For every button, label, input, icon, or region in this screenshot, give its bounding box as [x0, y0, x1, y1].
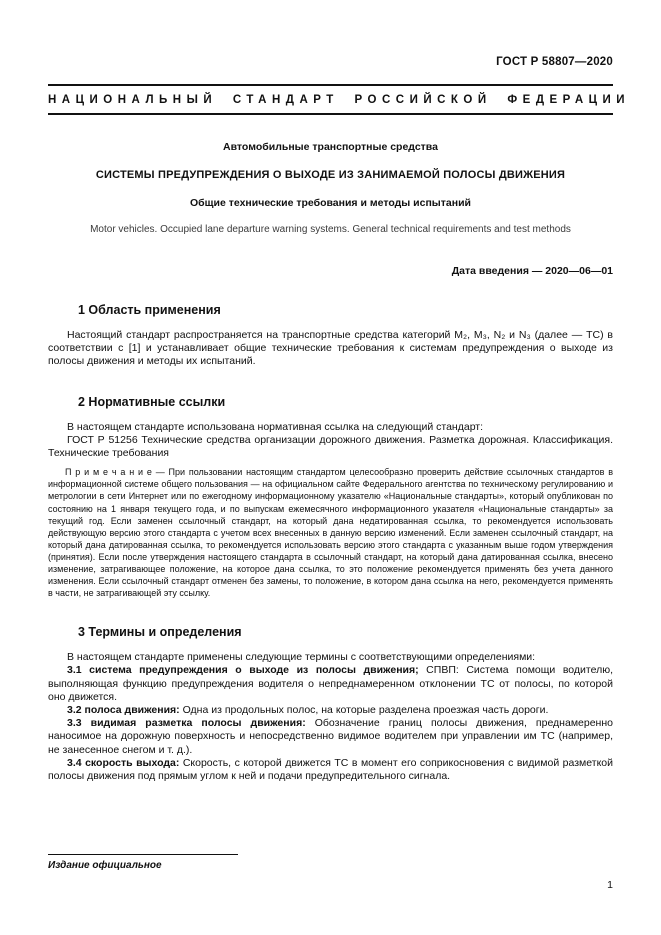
- footer-rule: [48, 854, 238, 855]
- title-block: [48, 141, 613, 235]
- term-3-2-name: 3.2 полоса движения:: [67, 704, 180, 717]
- term-3-3: [48, 717, 613, 757]
- document-subject: Автомобильные транспортные средства: [223, 141, 438, 153]
- term-3-1-definition: СПВП: Система помощи водителю, выполняющая функцию предупреждения водителя о непреднамеренном отклонении ТС от полосы, по которой оно движется.: [48, 664, 613, 703]
- term-3-4-name: 3.4 скорость выхода:: [67, 756, 180, 769]
- section-3-heading: 3 Термины и определения: [78, 625, 242, 640]
- section-2-heading: 2 Нормативные ссылки: [78, 394, 226, 409]
- effective-date: Дата введения — 2020—06—01: [451, 265, 613, 277]
- term-3-1-name: 3.1 система предупреждения о выходе из полосы движения;: [67, 664, 419, 677]
- section-2-paragraph-2: ГОСТ Р 51256 Технические средства организации дорожного движения. Разметка дорожная. Классификация. Технические требования: [48, 433, 613, 460]
- section-1-paragraph: Настоящий стандарт распространяется на транспортные средства категорий М₂, М₃, N₂ и N₃ (далее — ТС) в соответствии с [1] и устанавливает общие технические требования к системам предупреждения о выходе из полосы движения и методы их испытаний.: [48, 329, 613, 368]
- term-3-4: [48, 757, 613, 783]
- term-3-2-definition: Одна из продольных полос, на которые разделена проезжая часть дороги.: [179, 704, 549, 717]
- term-3-1: [48, 664, 613, 704]
- section-2-note: П р и м е ч а н и е — При пользовании настоящим стандартом целесообразно проверить действие ссылочных стандартов в информационной системе общего пользования — на официальном сайте Федерального агентства по техническому регулированию и метрологии в сети Интернет или по ежегодному информационному указателю «Национальные стандарты», который опубликован по состоянию на 1 января текущего года, и по выпускам ежемесячного информационного указателя «Национальные стандарты» за текущий год. Если заменен ссылочный стандарт, на который дана недатированная ссылка, то рекомендуется использовать действующую версию этого стандарта с учетом всех внесенных в данную версию изменений. Если заменен ссылочный стандарт, на который дана датированная ссылка, то рекомендуется использовать версию этого стандарта с указанным выше годом утверждения (принятия). Если после утверждения настоящего стандарта в ссылочный стандарт, на который дана датированная ссылка, внесено изменение, затрагивающее положение, на которое дана ссылка, то это положение рекомендуется применять без учета данного изменения. Если ссылочный стандарт отменен без замены, то положение, в котором дана ссылка на него, рекомендуется применять в части, не затрагивающей эту ссылку.: [48, 467, 613, 599]
- banner-bottom-rule: [48, 113, 613, 115]
- doc-number: ГОСТ Р 58807—2020: [496, 56, 613, 68]
- section-3-intro: В настоящем стандарте применены следующие термины с соответствующими определениями:: [67, 651, 536, 664]
- page-footer: [48, 854, 613, 891]
- national-standard-banner: НАЦИОНАЛЬНЫЙ СТАНДАРТ РОССИЙСКОЙ ФЕДЕРАЦИИ: [48, 94, 631, 106]
- section-1-heading: 1 Область применения: [78, 303, 221, 317]
- term-3-4-definition: Скорость, с которой движется ТС в момент его соприкосновения с видимой разметкой полосы движения под прямым углом к ней и подачи предупредительного сигнала.: [48, 756, 613, 783]
- page-number: 1: [607, 879, 613, 891]
- section-2-paragraph-1: В настоящем стандарте использована нормативная ссылка на следующий стандарт:: [67, 420, 484, 433]
- term-3-3-definition: Обозначение границ полосы движения, преднамеренно наносимое на дорожную поверхность и непосредственно видимое водителем при управлении им ТС (например, не занесенное снегом и т. д.).: [48, 717, 613, 756]
- official-edition-label: Издание официальное: [48, 860, 162, 871]
- term-3-2: [48, 704, 613, 717]
- document-subtitle: Общие технические требования и методы испытаний: [190, 197, 471, 209]
- document-title: СИСТЕМЫ ПРЕДУПРЕЖДЕНИЯ О ВЫХОДЕ ИЗ ЗАНИМАЕМОЙ ПОЛОСЫ ДВИЖЕНИЯ: [95, 169, 566, 181]
- term-3-3-name: 3.3 видимая разметка полосы движения:: [67, 717, 306, 730]
- document-english-title: Motor vehicles. Occupied lane departure warning systems. General technical requirements and test methods: [90, 224, 571, 235]
